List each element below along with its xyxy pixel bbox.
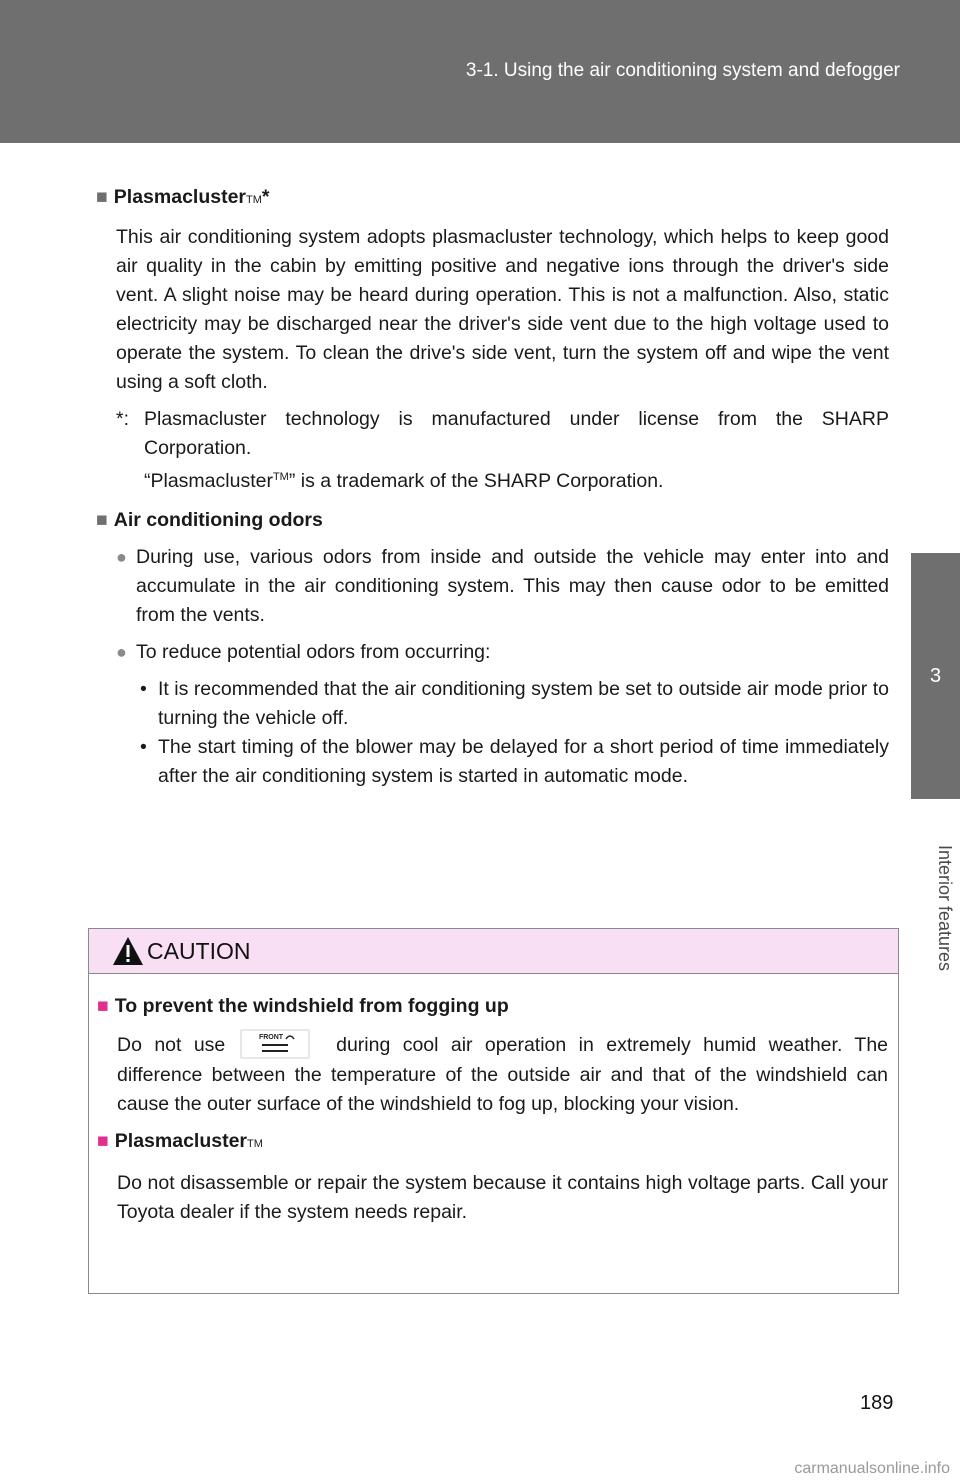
chapter-label: Interior features xyxy=(935,844,955,972)
front-button-label: FRONT xyxy=(258,1034,283,1041)
page-number: 189 xyxy=(860,1392,894,1414)
asterisk-mark: * xyxy=(261,186,270,208)
bullet-text: To reduce potential odors from occurring: xyxy=(136,641,491,663)
caution-item-title: To prevent the windshield from fogging up xyxy=(114,995,509,1017)
page-header xyxy=(0,0,960,143)
sub-bullet-text: It is recommended that the air conditioning system be set to outside air mode prior to turning the vehicle off. xyxy=(158,678,889,729)
watermark: carmanualsonline.info xyxy=(794,1460,950,1477)
plasmacluster-paragraph: This air conditioning system adopts plasmacluster technology, which helps to keep good air quality in the cabin by emitting positive and negative ions through the driver's side vent. A slight noise may be heard during operation. This is not a malfunction. Also, static electricity may be discharged near the driver's side vent due to the high voltage used to operate the system. To clean the drive's side vent, turn the system off and wipe the vent using a soft cloth. xyxy=(116,226,889,393)
main-content xyxy=(96,183,889,791)
footnote-line-2-end: ” is a trademark of the SHARP Corporation. xyxy=(288,470,664,492)
dot-bullet-icon: ● xyxy=(116,547,127,567)
square-bullet-icon: ■ xyxy=(97,995,109,1017)
trademark-mark: TM xyxy=(272,471,289,483)
chapter-side-tab xyxy=(911,143,960,1484)
sub-bullet-text: The start timing of the blower may be delayed for a short period of time immediately after the air conditioning system is started in automatic mode. xyxy=(158,736,889,787)
sub-bullet-icon: • xyxy=(140,678,147,700)
list-item xyxy=(116,543,889,630)
caution-label: CAUTION xyxy=(147,937,251,964)
square-bullet-icon: ■ xyxy=(96,186,108,208)
sub-list-item xyxy=(136,733,889,791)
caution-text-end: during cool air operation in extremely humid weather. The difference between the temperature of the outside air and that of the windshield can cause the outer surface of the windshield to fog up, blocking your vision. xyxy=(117,1034,889,1115)
footnote-line-2 xyxy=(144,463,889,496)
caution-item-heading xyxy=(97,992,888,1021)
sub-list-item xyxy=(136,675,889,733)
footnote-line-1: Plasmacluster technology is manufactured under license from the SHARP Corporation. xyxy=(144,408,889,459)
dot-bullet-icon: ● xyxy=(116,642,127,662)
caution-item-text: Do not disassemble or repair the system because it contains high voltage parts. Call your Toyota dealer if the system needs repair. xyxy=(117,1172,888,1223)
square-bullet-icon: ■ xyxy=(97,1130,109,1152)
section-title: Air conditioning odors xyxy=(113,509,323,531)
section-title: Plasmacluster xyxy=(113,186,247,208)
caution-text-start: Do not use xyxy=(117,1034,226,1057)
footnote-mark: *: xyxy=(116,408,130,430)
caution-header xyxy=(89,929,898,974)
list-item xyxy=(116,638,889,667)
footnote-line-2-start: “Plasmacluster xyxy=(144,470,273,492)
caution-body xyxy=(89,974,898,1227)
warning-triangle-icon xyxy=(111,935,145,967)
footnote xyxy=(116,405,889,496)
caution-box xyxy=(88,928,899,1294)
header-title: 3-1. Using the air conditioning system and defogger xyxy=(465,60,900,81)
trademark-mark: TM xyxy=(247,1138,263,1150)
square-bullet-icon: ■ xyxy=(96,509,108,531)
front-defogger-button-icon xyxy=(240,1029,310,1059)
trademark-mark: TM xyxy=(246,194,262,206)
sub-bullet-icon: • xyxy=(140,736,147,758)
section-heading-plasmacluster xyxy=(96,183,889,215)
bullet-text: During use, various odors from inside and outside the vehicle may enter into and accumulate in the air conditioning system. This may then cause odor to be emitted from the vents. xyxy=(136,546,889,626)
caution-item-heading xyxy=(97,1127,888,1159)
caution-item-text xyxy=(117,1031,888,1119)
footnote-body xyxy=(144,405,889,496)
chapter-number: 3 xyxy=(911,553,960,799)
section-heading-odors xyxy=(96,506,889,535)
caution-item-title: Plasmacluster xyxy=(114,1130,248,1152)
